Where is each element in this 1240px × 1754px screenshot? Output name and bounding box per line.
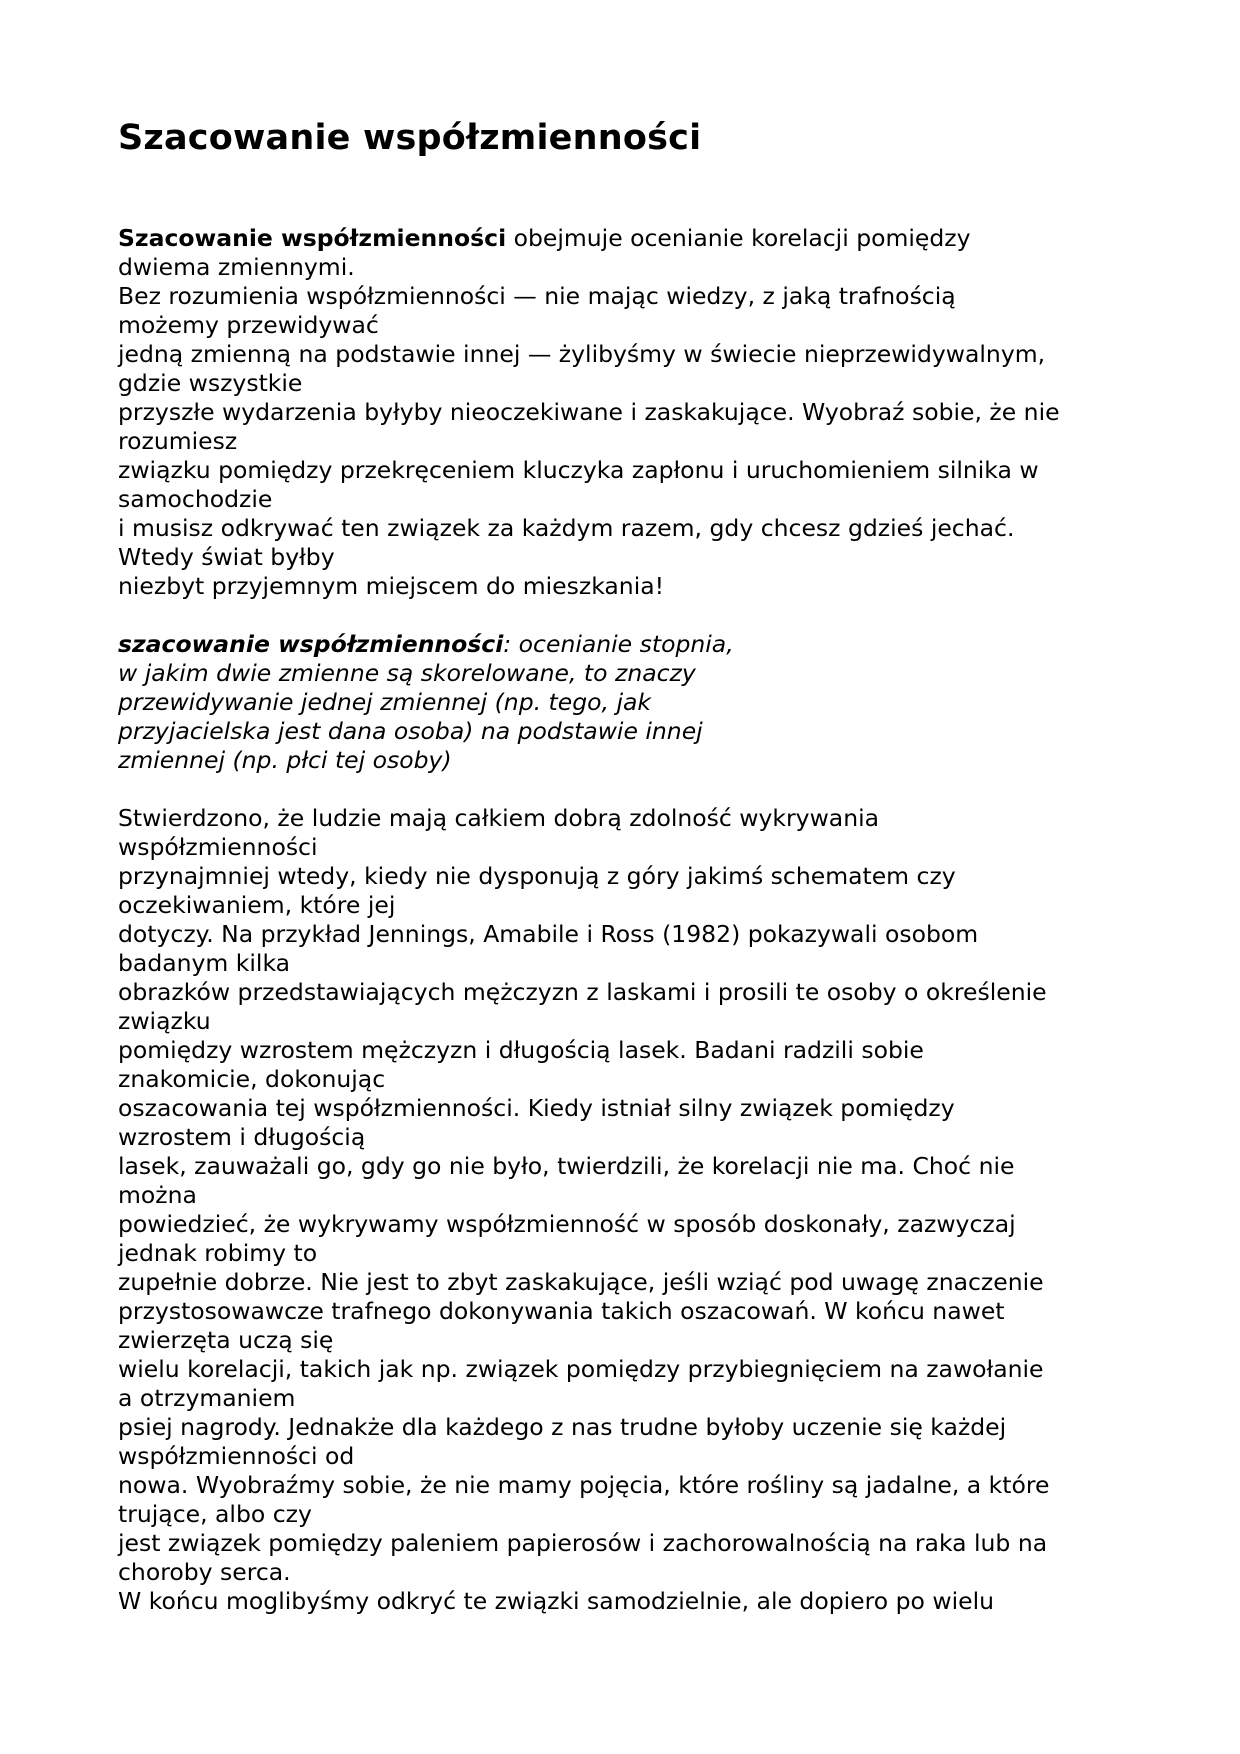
- text-line: związku: [118, 1007, 211, 1035]
- text-line: znakomicie, dokonując: [118, 1065, 386, 1093]
- definition-line: zmiennej (np. płci tej osoby): [118, 746, 452, 774]
- document-page: [118, 112, 1128, 1616]
- body-lines: [118, 804, 1128, 1616]
- text-line: a otrzymaniem: [118, 1384, 296, 1412]
- document-title: Szacowanie współzmienności: [118, 118, 702, 158]
- text-line: jedną zmienną na podstawie innej — żylibyśmy w świecie nieprzewidywalnym,: [118, 340, 1046, 368]
- body-paragraph: [118, 804, 1128, 1616]
- intro-lead-text: obejmuje ocenianie korelacji pomiędzy: [506, 224, 971, 252]
- definition-line: w jakim dwie zmienne są skorelowane, to znaczy: [118, 659, 696, 687]
- intro-lines: [118, 253, 1128, 601]
- text-line: rozumiesz: [118, 427, 238, 455]
- text-line: jednak robimy to: [118, 1239, 318, 1267]
- definition-first-line: [118, 630, 1128, 659]
- text-line: Bez rozumienia współzmienności — nie mając wiedzy, z jaką trafnością: [118, 282, 956, 310]
- text-line: gdzie wszystkie: [118, 369, 303, 397]
- intro-first-line: [118, 224, 1128, 253]
- text-line: badanym kilka: [118, 949, 291, 977]
- definition-line: przewidywanie jednej zmiennej (np. tego, jak: [118, 688, 651, 716]
- text-line: Stwierdzono, że ludzie mają całkiem dobrą zdolność wykrywania: [118, 804, 880, 832]
- text-line: lasek, zauważali go, gdy go nie było, twierdzili, że korelacji nie ma. Choć nie: [118, 1152, 1015, 1180]
- text-line: dotyczy. Na przykład Jennings, Amabile i Ross (1982) pokazywali osobom: [118, 920, 979, 948]
- definition-box: [118, 630, 1128, 775]
- text-line: wzrostem i długością: [118, 1123, 366, 1151]
- text-line: W końcu moglibyśmy odkryć te związki samodzielnie, ale dopiero po wielu: [118, 1587, 994, 1615]
- text-line: niezbyt przyjemnym miejscem do mieszkania!: [118, 572, 665, 600]
- text-line: możemy przewidywać: [118, 311, 379, 339]
- definition-text: : ocenianie stopnia,: [503, 630, 734, 658]
- definition-lines: [118, 659, 1128, 775]
- text-line: psiej nagrody. Jednakże dla każdego z nas trudne byłoby uczenie się każdej: [118, 1413, 1007, 1441]
- text-line: oszacowania tej współzmienności. Kiedy istniał silny związek pomiędzy: [118, 1094, 955, 1122]
- text-line: nowa. Wyobraźmy sobie, że nie mamy pojęcia, które rośliny są jadalne, a które: [118, 1471, 1050, 1499]
- text-line: jest związek pomiędzy paleniem papierosów i zachorowalnością na raka lub na: [118, 1529, 1048, 1557]
- text-line: przyszłe wydarzenia byłyby nieoczekiwane i zaskakujące. Wyobraź sobie, że nie: [118, 398, 1060, 426]
- text-line: dwiema zmiennymi.: [118, 253, 355, 281]
- text-line: zupełnie dobrze. Nie jest to zbyt zaskakujące, jeśli wziąć pod uwagę znaczenie: [118, 1268, 1044, 1296]
- definition-term: szacowanie współzmienności: [118, 630, 504, 658]
- text-line: powiedzieć, że wykrywamy współzmienność w sposób doskonały, zazwyczaj: [118, 1210, 1016, 1238]
- definition-line: przyjacielska jest dana osoba) na podstawie innej: [118, 717, 703, 745]
- text-line: wielu korelacji, takich jak np. związek pomiędzy przybiegnięciem na zawołanie: [118, 1355, 1044, 1383]
- text-line: trujące, albo czy: [118, 1500, 312, 1528]
- text-line: przynajmniej wtedy, kiedy nie dysponują z góry jakimś schematem czy: [118, 862, 956, 890]
- text-line: obrazków przedstawiających mężczyzn z laskami i prosili te osoby o określenie: [118, 978, 1047, 1006]
- text-line: współzmienności od: [118, 1442, 355, 1470]
- text-line: pomiędzy wzrostem mężczyzn i długością lasek. Badani radzili sobie: [118, 1036, 924, 1064]
- text-line: współzmienności: [118, 833, 318, 861]
- text-line: choroby serca.: [118, 1558, 291, 1586]
- text-line: przystosowawcze trafnego dokonywania takich oszacowań. W końcu nawet: [118, 1297, 1005, 1325]
- text-line: Wtedy świat byłby: [118, 543, 335, 571]
- intro-lead-term: Szacowanie współzmienności: [118, 224, 507, 252]
- text-line: zwierzęta uczą się: [118, 1326, 334, 1354]
- text-line: samochodzie: [118, 485, 273, 513]
- text-line: oczekiwaniem, które jej: [118, 891, 396, 919]
- intro-paragraph: [118, 224, 1128, 601]
- text-line: można: [118, 1181, 197, 1209]
- text-line: związku pomiędzy przekręceniem kluczyka zapłonu i uruchomieniem silnika w: [118, 456, 1039, 484]
- text-line: i musisz odkrywać ten związek za każdym razem, gdy chcesz gdzieś jechać.: [118, 514, 1015, 542]
